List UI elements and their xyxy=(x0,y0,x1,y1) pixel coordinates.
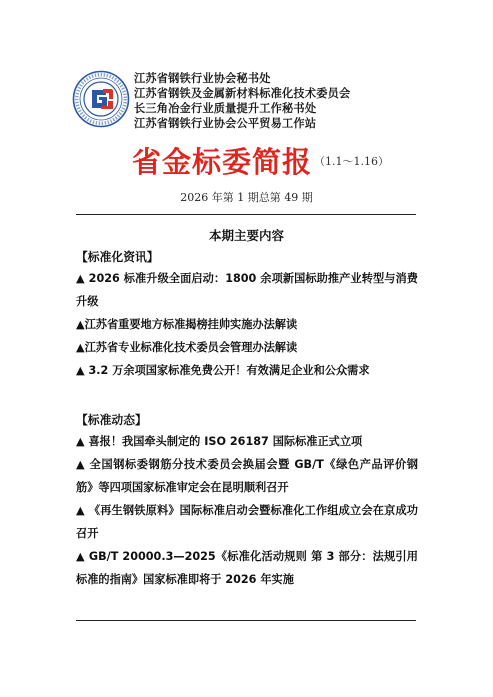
list-item: ▲ 3.2 万余项国家标准免费公开！有效满足企业和公众需求 xyxy=(76,364,370,377)
section-standards-updates xyxy=(76,411,418,591)
issue-number: 2026 年第 1 期总第 49 期 xyxy=(180,191,313,204)
list-item: ▲ 全国钢标委钢筋分技术委员会换届会暨 GB/T《绿色产品评价钢筋》等四项国家标准审定会在昆明顺利召开 xyxy=(76,458,418,494)
org-line: 长三角冶金行业质量提升工作秘书处 xyxy=(134,101,317,115)
list-item: ▲江苏省重要地方标准揭榜挂帅实施办法解读 xyxy=(76,318,298,331)
section-heading: 【标准动态】 xyxy=(76,413,147,427)
association-seal-logo-icon xyxy=(72,70,130,128)
letterhead xyxy=(72,70,432,134)
org-line: 江苏省钢铁行业协会公平贸易工作站 xyxy=(134,116,317,130)
divider-top xyxy=(76,214,416,215)
section-heading: 【标准化资讯】 xyxy=(76,250,159,264)
list-item: ▲ 《再生钢铁原料》国际标准启动会暨标准化工作组成立会在京成功召开 xyxy=(76,504,418,540)
bulletin-title-row xyxy=(132,140,432,180)
list-item: ▲ 2026 标准升级全面启动：1800 余项新国标助推产业转型与消费升级 xyxy=(76,272,418,308)
contents-title: 本期主要内容 xyxy=(208,228,284,243)
section-standardization-news xyxy=(76,248,418,382)
organization-list xyxy=(134,71,434,131)
bulletin-title: 省金标委简报 xyxy=(132,145,313,179)
list-item: ▲江苏省专业标准化技术委员会管理办法解读 xyxy=(76,341,298,354)
org-line: 江苏省钢铁行业协会秘书处 xyxy=(134,71,271,85)
list-item: ▲ 喜报！我国牵头制定的 ISO 26187 国际标准正式立项 xyxy=(76,435,363,448)
date-range: （1.1～1.16） xyxy=(314,154,390,168)
org-line: 江苏省钢铁及金属新材料标准化技术委员会 xyxy=(134,86,351,100)
list-item: ▲ GB/T 20000.3—2025《标准化活动规则 第 3 部分：法规引用标准的指南》国家标准即将于 2026 年实施 xyxy=(76,550,418,586)
divider-bottom xyxy=(76,620,416,621)
